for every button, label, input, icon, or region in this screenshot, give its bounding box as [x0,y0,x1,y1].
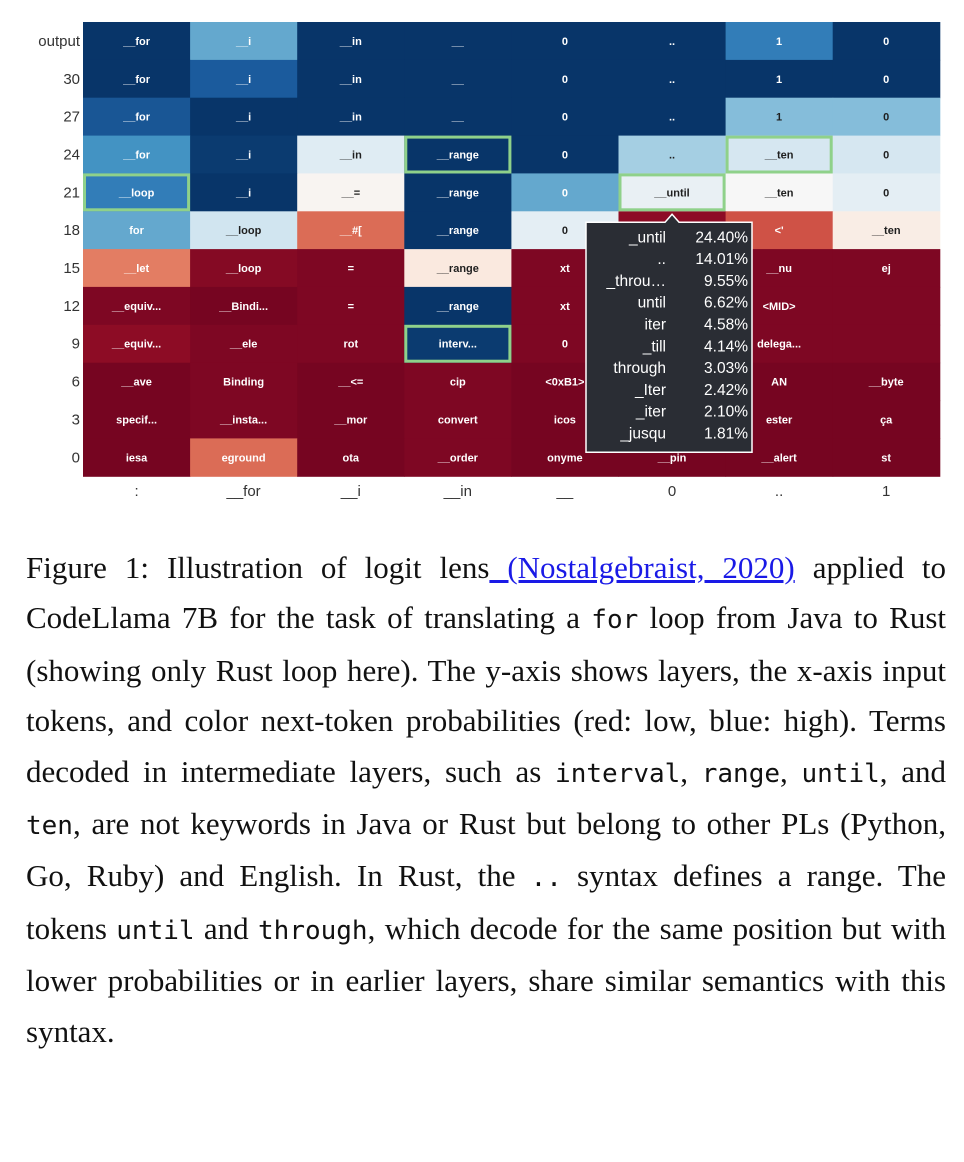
cell-label: __ [451,73,464,86]
cell-label: __Bindi... [219,300,269,313]
x-label: 1 [882,483,891,500]
cell-label: 1 [776,111,783,124]
caption-text-4: , are not keywords in Java or Rust but belong to other PLs (Python, Go, Ruby) and English. In Rust, the [26,806,946,894]
cell-label: __ [451,111,464,124]
cell-label: <MID> [762,300,796,313]
cell-label: convert [437,414,478,427]
y-label-12: 12 [63,297,80,315]
cell-label: cip [449,376,466,389]
y-label-6: 6 [71,373,80,391]
tooltip-prob: 3.03% [704,360,748,378]
cell-label: __for [123,111,151,124]
y-label-21: 21 [63,184,80,202]
cell-label: <0xB1> [545,376,585,389]
logit-lens-heatmap [0,0,964,500]
cell-label: onyme [547,452,583,465]
x-label: : [134,483,139,500]
cell-label: eground [221,452,266,465]
heatmap-cell[interactable] [833,287,941,325]
cell-label: 0 [883,149,890,162]
code-ten: ten [26,811,73,842]
y-label-24: 24 [63,146,80,164]
cell-label: __ave [121,376,152,389]
tooltip-token: _until [628,229,666,247]
tooltip-token: _Iter [634,381,666,399]
x-label: __ [556,483,574,500]
cell-label: xt [560,263,570,275]
cell-label: __range [436,225,479,238]
cell-label: interv... [438,338,477,351]
cell-label: 0 [561,73,568,86]
caption-sep-1: , [680,753,702,789]
cell-label: 0 [561,187,568,200]
tooltip-prob: 2.10% [704,403,748,421]
y-axis-layer-labels [38,33,81,466]
caption-text-1: Illustration of logit lens [149,550,490,585]
caption-sep-4: and [194,910,259,946]
cell-label: .. [668,73,676,86]
cell-label: 0 [561,35,568,48]
cell-label: 0 [561,111,568,124]
caption-sep-2: , [780,753,802,789]
x-label: __i [340,483,361,500]
cell-label: Binding [223,376,265,389]
tooltip-prob: 1.81% [704,425,748,443]
cell-label: delega... [757,338,802,351]
cell-label: __ten [764,187,794,200]
cell-label: ej [881,263,891,275]
cell-label: .. [668,111,676,124]
cell-label: __loop [118,187,155,200]
tooltip-prob: 6.62% [704,294,748,312]
cell-label: ça [880,414,893,427]
y-label-18: 18 [63,222,80,240]
tooltip-token: _jusqu [620,425,666,443]
cell-label: __for [123,35,151,48]
cell-label: __<= [338,376,364,389]
code-until: until [801,758,880,789]
heatmap-cell[interactable] [833,325,941,363]
cell-label: __byte [868,376,904,389]
cell-label: rot [343,338,359,351]
x-label: 0 [667,483,677,500]
tooltip-prob: 4.14% [704,338,748,356]
cell-label: __ele [229,338,258,351]
cell-label: __for [123,73,151,86]
tooltip-prob: 4.58% [704,316,748,334]
tooltip-prob: 24.40% [695,229,748,247]
x-label: __in [443,483,472,500]
tooltip-token: .. [657,251,666,269]
cell-label: __let [124,263,150,275]
code-range: range [701,758,781,789]
cell-label: 0 [561,149,568,162]
cell-label: 0 [883,73,890,86]
tooltip-token: _throu… [606,272,666,290]
cell-label: = [347,300,355,313]
cell-label: __ten [871,225,901,238]
cell-label: specif... [116,414,158,427]
cell-label: __in [339,111,362,124]
cell-label: __= [341,187,361,200]
x-label: .. [774,483,784,500]
cell-label: 0 [883,187,890,200]
y-label-9: 9 [71,335,80,353]
code-dots: .. [530,863,562,894]
caption-text-3: loop from Java to Rust (showing only Rust loop here). The y-axis shows layers, the x-axis input tokens, and color next-token probabilities (red: low, blue: high). Terms decoded in intermediate layers, such as [26,600,947,789]
y-label-3: 3 [71,411,80,429]
tooltip-prob: 9.55% [704,272,748,290]
citation-link[interactable]: (Nostalgebraist, 2020) [489,550,795,585]
cell-label: ester [765,414,793,427]
cell-label: 0 [883,111,890,124]
cell-label: __ten [764,149,794,162]
y-label-15: 15 [63,260,80,278]
cell-label: __until [654,187,690,200]
cell-label: __order [437,452,478,465]
y-label-30: 30 [63,70,80,88]
cell-label: __for [123,149,151,162]
y-label-27: 27 [63,108,80,126]
cell-label: __in [339,73,362,86]
cell-label: __i [235,111,252,124]
code-for: for [591,605,639,636]
tooltip-prob: 2.42% [704,381,748,399]
cell-label: __i [235,73,252,86]
code-until-2: until [116,915,195,946]
cell-label: 1 [776,35,783,48]
y-label-output: output [38,32,80,50]
cell-label: for [129,225,144,238]
caption-text-5: syntax defines a range. The tokens [26,858,946,946]
cell-label: AN [771,376,788,389]
cell-label: __range [436,300,479,313]
cell-label: __equiv... [111,338,162,351]
cell-label: __in [339,149,362,162]
cell-label: __range [436,263,479,275]
figure-caption [26,543,946,1057]
cell-label: __alert [761,452,797,465]
cell-label: __insta... [220,414,268,427]
cell-label: st [881,452,892,465]
cell-label: __loop [225,263,262,275]
cell-label: = [347,263,355,275]
x-label: __for [226,483,261,500]
tooltip-prob: 14.01% [695,251,748,269]
caption-text-2: applied to CodeLlama 7B for the task of translating a [26,550,947,636]
tooltip-token: iter [644,316,666,334]
caption-sep-3: , and [879,753,947,789]
cell-label: __nu [766,263,792,275]
code-interval: interval [555,758,681,789]
cell-label: __#[ [339,225,362,238]
y-label-0: 0 [71,449,80,467]
cell-label: 0 [561,225,568,238]
cell-label: 0 [561,338,568,351]
cell-label: xt [560,300,570,313]
cell-label: .. [668,149,676,162]
cell-label: __ [451,35,464,48]
tooltip-token: _iter [635,403,666,421]
cell-label: __i [235,149,252,162]
cell-label: 0 [883,35,890,48]
caption-text-6: , which decode for the same position but with lower probabilities or in earlier layers, share similar semantics with this syntax. [26,910,946,1049]
heatmap-cells [83,22,940,477]
cell-label: icos [553,414,576,427]
caption-label: Figure 1: [26,550,149,585]
cell-label: .. [668,35,676,48]
tooltip-token: through [613,360,666,378]
cell-label: __pin [657,452,687,465]
cell-label: iesa [125,452,148,465]
cell-label: ota [342,452,360,465]
cell-label: __range [436,149,479,162]
cell-label: __equiv... [111,300,162,313]
cell-label: __i [235,187,252,200]
cell-label: __range [436,187,479,200]
cell-label: 1 [776,73,783,86]
cell-label: __mor [334,414,368,427]
cell-label: <' [774,225,784,238]
code-through: through [258,915,368,946]
cell-label: __in [339,35,362,48]
cell-label: __loop [225,225,262,238]
tooltip-token: _till [642,338,666,356]
cell-label: __i [235,35,252,48]
hover-tooltip [586,214,752,452]
tooltip-token: until [637,294,666,312]
x-axis-token-labels [135,483,891,500]
